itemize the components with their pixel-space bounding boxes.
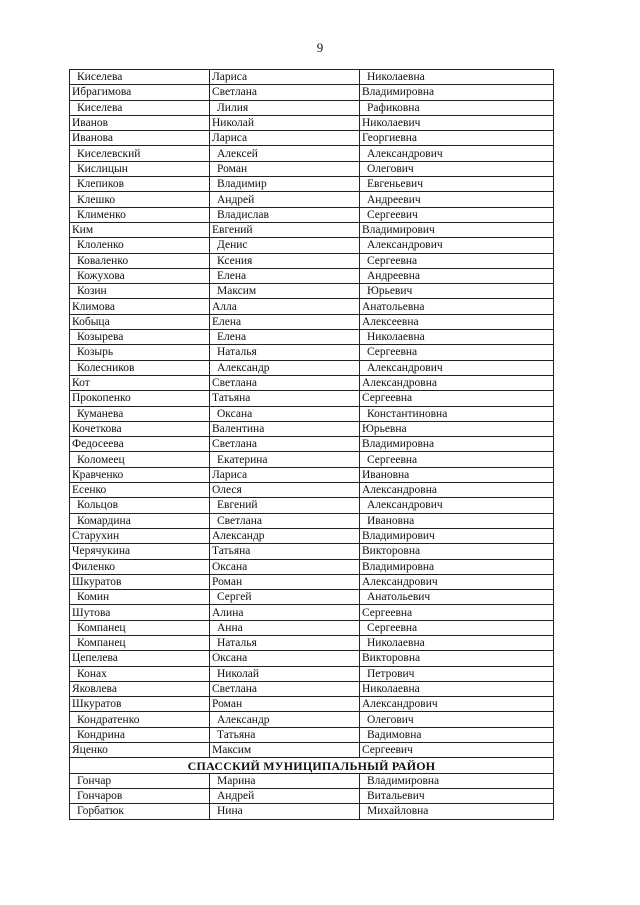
first-name-cell: Светлана (210, 513, 360, 528)
first-name-cell: Елена (210, 330, 360, 345)
first-name-cell: Олеся (210, 483, 360, 498)
last-name-cell: Филенко (70, 559, 210, 574)
last-name-cell: Кондратенко (70, 712, 210, 727)
first-name-cell: Владислав (210, 207, 360, 222)
table-row (70, 177, 554, 192)
table-row (70, 605, 554, 620)
roster-body (70, 70, 554, 820)
patronymic-cell: Андреевич (360, 192, 554, 207)
patronymic-cell: Михайловна (360, 804, 554, 819)
first-name-cell: Александр (210, 528, 360, 543)
first-name-cell: Лариса (210, 467, 360, 482)
patronymic-cell: Ивановна (360, 513, 554, 528)
table-row (70, 330, 554, 345)
patronymic-cell: Витальевич (360, 788, 554, 803)
table-row (70, 161, 554, 176)
patronymic-cell: Владимировна (360, 437, 554, 452)
patronymic-cell: Владимировна (360, 85, 554, 100)
first-name-cell: Елена (210, 314, 360, 329)
first-name-cell: Максим (210, 743, 360, 758)
table-row (70, 467, 554, 482)
first-name-cell: Наталья (210, 345, 360, 360)
first-name-cell: Алексей (210, 146, 360, 161)
patronymic-cell: Сергеевич (360, 743, 554, 758)
last-name-cell: Климова (70, 299, 210, 314)
patronymic-cell: Сергеевна (360, 345, 554, 360)
first-name-cell: Роман (210, 161, 360, 176)
first-name-cell: Светлана (210, 85, 360, 100)
last-name-cell: Кот (70, 375, 210, 390)
first-name-cell: Николай (210, 115, 360, 130)
table-row (70, 498, 554, 513)
last-name-cell: Есенко (70, 483, 210, 498)
table-row (70, 253, 554, 268)
patronymic-cell: Александровна (360, 375, 554, 390)
table-row (70, 268, 554, 283)
first-name-cell: Светлана (210, 375, 360, 390)
table-row (70, 483, 554, 498)
first-name-cell: Сергей (210, 590, 360, 605)
table-row (70, 528, 554, 543)
last-name-cell: Гончаров (70, 788, 210, 803)
table-row (70, 238, 554, 253)
first-name-cell: Лариса (210, 131, 360, 146)
first-name-cell: Екатерина (210, 452, 360, 467)
first-name-cell: Максим (210, 284, 360, 299)
last-name-cell: Ким (70, 222, 210, 237)
first-name-cell: Оксана (210, 559, 360, 574)
first-name-cell: Ксения (210, 253, 360, 268)
patronymic-cell: Анатольевич (360, 590, 554, 605)
last-name-cell: Ибрагимова (70, 85, 210, 100)
last-name-cell: Кожухова (70, 268, 210, 283)
table-row (70, 314, 554, 329)
last-name-cell: Клоленко (70, 238, 210, 253)
last-name-cell: Киселева (70, 100, 210, 115)
table-row (70, 70, 554, 85)
table-row (70, 360, 554, 375)
last-name-cell: Цепелева (70, 651, 210, 666)
patronymic-cell: Ивановна (360, 467, 554, 482)
first-name-cell: Оксана (210, 406, 360, 421)
first-name-cell: Денис (210, 238, 360, 253)
first-name-cell: Татьяна (210, 727, 360, 742)
patronymic-cell: Сергеевна (360, 391, 554, 406)
table-row (70, 192, 554, 207)
first-name-cell: Андрей (210, 192, 360, 207)
first-name-cell: Алла (210, 299, 360, 314)
patronymic-cell: Вадимовна (360, 727, 554, 742)
last-name-cell: Куманева (70, 406, 210, 421)
first-name-cell: Роман (210, 574, 360, 589)
table-row (70, 544, 554, 559)
patronymic-cell: Александрович (360, 574, 554, 589)
patronymic-cell: Александрович (360, 146, 554, 161)
page-number: 9 (316, 40, 324, 55)
table-row (70, 284, 554, 299)
last-name-cell: Федосеева (70, 437, 210, 452)
table-row (70, 804, 554, 819)
patronymic-cell: Николаевна (360, 681, 554, 696)
last-name-cell: Яковлева (70, 681, 210, 696)
last-name-cell: Клешко (70, 192, 210, 207)
last-name-cell: Кобыца (70, 314, 210, 329)
last-name-cell: Конах (70, 666, 210, 681)
patronymic-cell: Андреевна (360, 268, 554, 283)
table-row (70, 666, 554, 681)
patronymic-cell: Юрьевна (360, 421, 554, 436)
patronymic-cell: Евгеньевич (360, 177, 554, 192)
table-row (70, 590, 554, 605)
table-row (70, 437, 554, 452)
table-row (70, 406, 554, 421)
last-name-cell: Комин (70, 590, 210, 605)
last-name-cell: Иванова (70, 131, 210, 146)
patronymic-cell: Николаевна (360, 70, 554, 85)
last-name-cell: Киселева (70, 70, 210, 85)
patronymic-cell: Николаевна (360, 635, 554, 650)
first-name-cell: Светлана (210, 437, 360, 452)
table-row (70, 712, 554, 727)
patronymic-cell: Александрович (360, 360, 554, 375)
first-name-cell: Нина (210, 804, 360, 819)
last-name-cell: Компанец (70, 635, 210, 650)
table-row (70, 513, 554, 528)
roster-table (69, 69, 554, 820)
table-row (70, 620, 554, 635)
patronymic-cell: Александровна (360, 483, 554, 498)
first-name-cell: Андрей (210, 788, 360, 803)
first-name-cell: Татьяна (210, 544, 360, 559)
last-name-cell: Компанец (70, 620, 210, 635)
table-row (70, 651, 554, 666)
patronymic-cell: Константиновна (360, 406, 554, 421)
table-row (70, 115, 554, 130)
last-name-cell: Козырь (70, 345, 210, 360)
first-name-cell: Лариса (210, 70, 360, 85)
table-row (70, 788, 554, 803)
first-name-cell: Светлана (210, 681, 360, 696)
table-row (70, 85, 554, 100)
last-name-cell: Коваленко (70, 253, 210, 268)
last-name-cell: Клименко (70, 207, 210, 222)
table-row (70, 635, 554, 650)
patronymic-cell: Викторовна (360, 544, 554, 559)
patronymic-cell: Владимировна (360, 773, 554, 788)
first-name-cell: Татьяна (210, 391, 360, 406)
table-row (70, 773, 554, 788)
patronymic-cell: Сергеевна (360, 620, 554, 635)
last-name-cell: Горбатюк (70, 804, 210, 819)
last-name-cell: Коломеец (70, 452, 210, 467)
last-name-cell: Кочеткова (70, 421, 210, 436)
patronymic-cell: Георгиевна (360, 131, 554, 146)
patronymic-cell: Петрович (360, 666, 554, 681)
table-row (70, 207, 554, 222)
first-name-cell: Лилия (210, 100, 360, 115)
table-row (70, 574, 554, 589)
patronymic-cell: Владимирович (360, 222, 554, 237)
patronymic-cell: Александрович (360, 498, 554, 513)
patronymic-cell: Алексеевна (360, 314, 554, 329)
patronymic-cell: Сергеевна (360, 605, 554, 620)
last-name-cell: Клепиков (70, 177, 210, 192)
section-title: СПАССКИЙ МУНИЦИПАЛЬНЫЙ РАЙОН (70, 758, 554, 773)
last-name-cell: Прокопенко (70, 391, 210, 406)
first-name-cell: Оксана (210, 651, 360, 666)
patronymic-cell: Владимировна (360, 559, 554, 574)
patronymic-cell: Олегович (360, 712, 554, 727)
patronymic-cell: Александрович (360, 238, 554, 253)
last-name-cell: Козин (70, 284, 210, 299)
table-row (70, 452, 554, 467)
table-row (70, 697, 554, 712)
section-header-row (70, 758, 554, 773)
patronymic-cell: Юрьевич (360, 284, 554, 299)
table-row (70, 222, 554, 237)
last-name-cell: Иванов (70, 115, 210, 130)
table-row (70, 391, 554, 406)
first-name-cell: Роман (210, 697, 360, 712)
patronymic-cell: Викторовна (360, 651, 554, 666)
patronymic-cell: Сергеевна (360, 452, 554, 467)
table-row (70, 743, 554, 758)
patronymic-cell: Владимирович (360, 528, 554, 543)
first-name-cell: Марина (210, 773, 360, 788)
patronymic-cell: Сергеевич (360, 207, 554, 222)
first-name-cell: Алина (210, 605, 360, 620)
table-row (70, 375, 554, 390)
first-name-cell: Евгений (210, 222, 360, 237)
patronymic-cell: Рафиковна (360, 100, 554, 115)
first-name-cell: Анна (210, 620, 360, 635)
first-name-cell: Владимир (210, 177, 360, 192)
last-name-cell: Колесников (70, 360, 210, 375)
patronymic-cell: Анатольевна (360, 299, 554, 314)
last-name-cell: Киселевский (70, 146, 210, 161)
table-row (70, 727, 554, 742)
last-name-cell: Шутова (70, 605, 210, 620)
first-name-cell: Наталья (210, 635, 360, 650)
last-name-cell: Кольцов (70, 498, 210, 513)
table-row (70, 421, 554, 436)
last-name-cell: Шкуратов (70, 697, 210, 712)
first-name-cell: Евгений (210, 498, 360, 513)
table-row (70, 146, 554, 161)
patronymic-cell: Николаевич (360, 115, 554, 130)
table-row (70, 100, 554, 115)
first-name-cell: Александр (210, 712, 360, 727)
first-name-cell: Елена (210, 268, 360, 283)
last-name-cell: Кондрина (70, 727, 210, 742)
patronymic-cell: Сергеевна (360, 253, 554, 268)
last-name-cell: Комардина (70, 513, 210, 528)
last-name-cell: Гончар (70, 773, 210, 788)
last-name-cell: Кислицын (70, 161, 210, 176)
table-row (70, 681, 554, 696)
table-row (70, 559, 554, 574)
patronymic-cell: Александрович (360, 697, 554, 712)
table-row (70, 299, 554, 314)
first-name-cell: Николай (210, 666, 360, 681)
last-name-cell: Козырева (70, 330, 210, 345)
table-row (70, 345, 554, 360)
first-name-cell: Александр (210, 360, 360, 375)
table-row (70, 131, 554, 146)
patronymic-cell: Олегович (360, 161, 554, 176)
last-name-cell: Черячукина (70, 544, 210, 559)
last-name-cell: Старухин (70, 528, 210, 543)
first-name-cell: Валентина (210, 421, 360, 436)
last-name-cell: Яценко (70, 743, 210, 758)
last-name-cell: Кравченко (70, 467, 210, 482)
last-name-cell: Шкуратов (70, 574, 210, 589)
patronymic-cell: Николаевна (360, 330, 554, 345)
